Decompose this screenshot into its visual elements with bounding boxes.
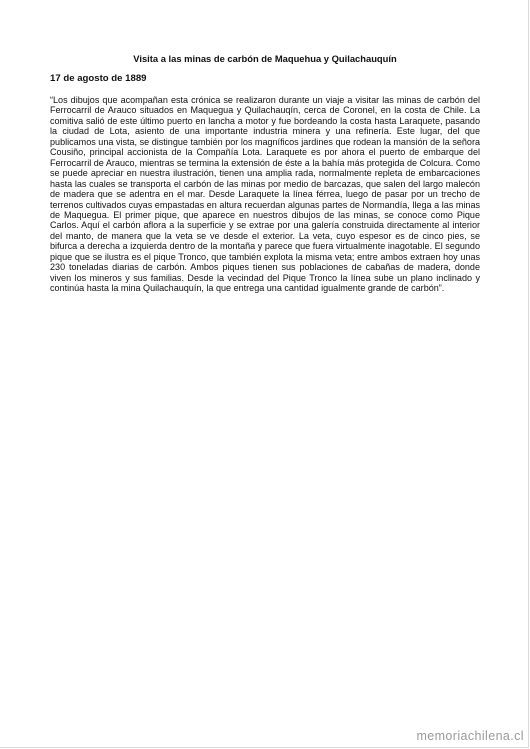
site-watermark: memoriachilena.cl [416, 729, 524, 743]
document-date: 17 de agosto de 1889 [50, 73, 147, 84]
document-body-paragraph: “Los dibujos que acompañan esta crónica se realizaron durante un viaje a visitar las minas de carbón del Ferrocarril de Arauco situados en Maquegua y Quilachauqín, cerca de Coronel, en la costa de Chile. La comitiva salió de este último puerto en lancha a motor y fue bordeando la costa hasta Laraquete, pasando la ciudad de Lota, asiento de una importante industria minera y una refinería. Este lugar, del que publicamos una vista, se distingue también por los magníficos jardines que rodean la mansión de la señora Cousiño, principal accionista de la Compañía Lota. Laraquete es por ahora el puerto de embarque del Ferrocarril de Arauco, mientras se termina la extensión de éste a la bahía más protegida de Colcura. Como se puede apreciar en nuestra ilustración, tienen una amplia rada, normalmente repleta de embarcaciones hasta las cuales se transporta el carbón de las minas por medio de barcazas, que salen del largo malecón de madera que se adentra en el mar. Desde Laraquete la línea férrea, luego de pasar por un trecho de terrenos cultivados cuyas empastadas en altura recuerdan algunas partes de Normandía, llega a las minas de Maquegua. El primer pique, que aparece en nuestros dibujos de las minas, se conoce como Pique Carlos. Aquí el carbón aflora a la superficie y se extrae por una galería construida directamente al interior del manto, de manera que la veta se ve desde el exterior. La veta, cuyo espesor es de cinco pies, se bifurca a derecha a izquierda dentro de la montaña y parece que fuera virtualmente inagotable. El segundo pique que se ilustra es el pique Tronco, que también explota la misma veta; entre ambos extraen hoy unas 230 toneladas diarias de carbón. Ambos piques tienen sus poblaciones de cabañas de madera, donde viven los mineros y sus familias. Desde la vecindad del Pique Tronco la línea sube un plano inclinado y continúa hasta la mina Quilachauquín, la que entrega una cantidad igualmente grande de carbón”. [50, 95, 480, 294]
document-title: Visita a las minas de carbón de Maquehua y Quilachauquín [133, 53, 397, 64]
